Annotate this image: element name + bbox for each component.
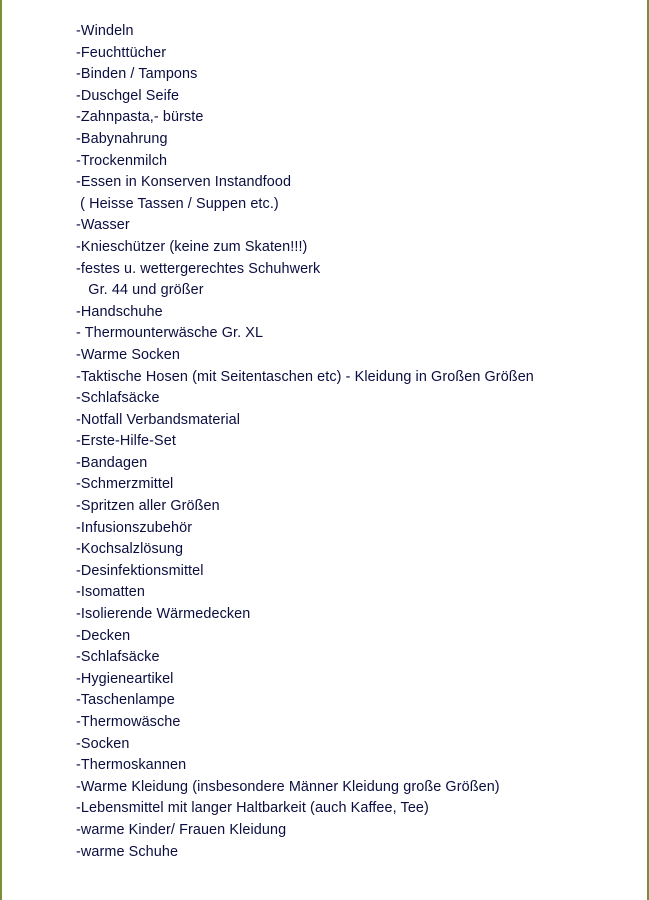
list-item: -Isolierende Wärmedecken bbox=[76, 606, 251, 623]
list-item: -Taschenlampe bbox=[76, 692, 175, 709]
list-item: -Hygieneartikel bbox=[76, 670, 174, 687]
list-item: -Zahnpasta,- bürste bbox=[76, 109, 204, 126]
list-item: -Schlafsäcke bbox=[76, 649, 160, 666]
list-item: -Duschgel Seife bbox=[76, 87, 180, 104]
list-item: -Trockenmilch bbox=[76, 152, 168, 169]
list-item: -Isomatten bbox=[76, 584, 145, 601]
list-item: -Windeln bbox=[76, 23, 134, 39]
list-item: -Kochsalzlösung bbox=[76, 541, 184, 558]
list-item: -Feuchttücher bbox=[76, 44, 167, 61]
list-item: -warme Kinder/ Frauen Kleidung bbox=[76, 821, 287, 838]
left-border-rule bbox=[0, 0, 2, 900]
list-item: -Desinfektionsmittel bbox=[76, 562, 204, 579]
list-item: -Warme Kleidung (insbesondere Männer Kleidung große Größen) bbox=[76, 778, 500, 795]
supply-list bbox=[76, 21, 534, 863]
list-item: -Essen in Konserven Instandfood bbox=[76, 174, 292, 191]
list-item: -Schmerzmittel bbox=[76, 476, 174, 493]
list-item: -Babynahrung bbox=[76, 130, 168, 147]
list-item: -Socken bbox=[76, 735, 130, 752]
list-item: -warme Schuhe bbox=[76, 843, 179, 860]
list-item: -Warme Socken bbox=[76, 346, 180, 363]
list-item: -Wasser bbox=[76, 217, 130, 234]
list-item: -Infusionszubehör bbox=[76, 519, 193, 536]
list-item: -Decken bbox=[76, 627, 131, 644]
list-item: -festes u. wettergerechtes Schuhwerk bbox=[76, 260, 321, 277]
list-item: Gr. 44 und größer bbox=[76, 282, 204, 299]
list-item: -Knieschützer (keine zum Skaten!!!) bbox=[76, 238, 308, 255]
list-item: ( Heisse Tassen / Suppen etc.) bbox=[76, 195, 279, 212]
list-item: -Notfall Verbandsmaterial bbox=[76, 411, 241, 428]
list-item: -Bandagen bbox=[76, 454, 148, 471]
list-item: -Schlafsäcke bbox=[76, 390, 160, 407]
list-item: -Lebensmittel mit langer Haltbarkeit (auch Kaffee, Tee) bbox=[76, 800, 429, 817]
list-item: -Thermowäsche bbox=[76, 714, 181, 730]
list-item: -Binden / Tampons bbox=[76, 66, 198, 83]
list-item: - Thermounterwäsche Gr. XL bbox=[76, 325, 264, 342]
list-item: -Thermoskannen bbox=[76, 757, 187, 774]
list-item: -Spritzen aller Größen bbox=[76, 498, 220, 515]
list-item: -Erste-Hilfe-Set bbox=[76, 433, 176, 450]
list-item: -Handschuhe bbox=[76, 303, 163, 320]
list-item: -Taktische Hosen (mit Seitentaschen etc) - Kleidung in Großen Größen bbox=[76, 368, 534, 385]
